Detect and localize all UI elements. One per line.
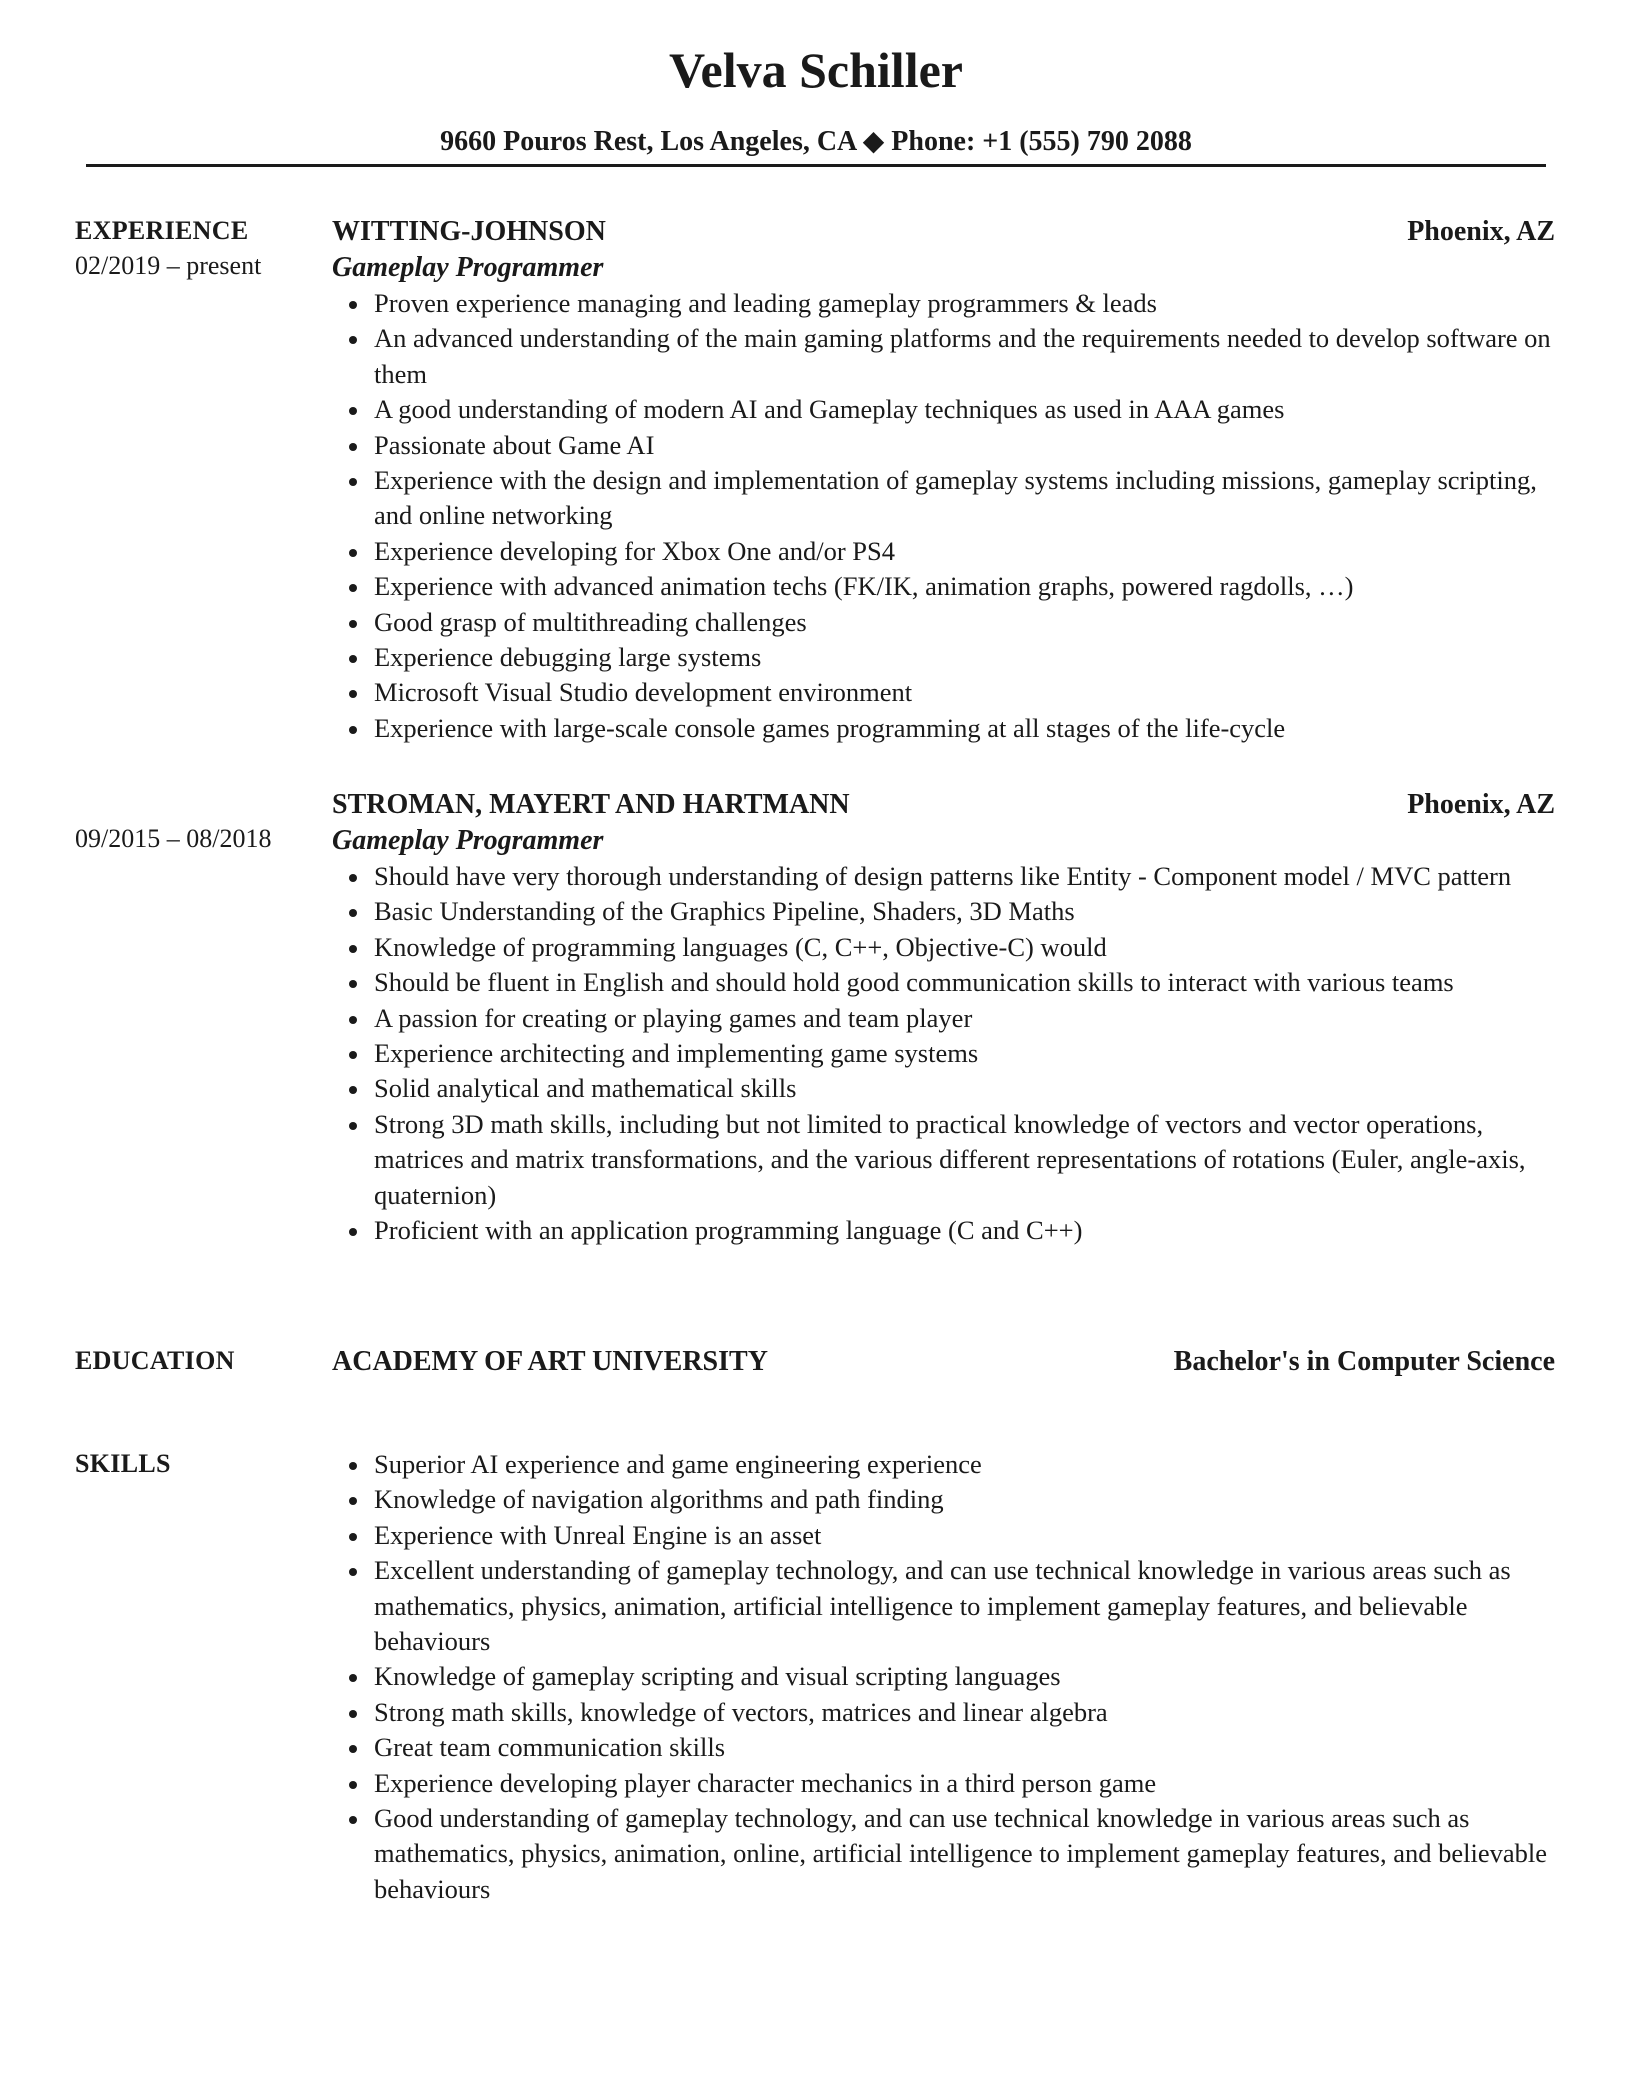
header-divider [86,164,1546,167]
candidate-name: Velva Schiller [669,42,963,98]
list-item: Experience with Unreal Engine is an asset [374,1518,1555,1553]
list-item: Superior AI experience and game engineering experience [374,1447,1555,1482]
job-title: Gameplay Programmer [332,252,604,283]
section-label-experience: EXPERIENCE [75,216,249,245]
list-item: A passion for creating or playing games and team player [374,1001,1555,1036]
list-item: Good understanding of gameplay technology, and can use technical knowledge in various areas such as mathematics, physics, animation, online, artificial intelligence to implement gameplay features, and believable behaviours [374,1801,1555,1907]
job-dates: 09/2015 – 08/2018 [75,824,272,853]
company-name: STROMAN, MAYERT AND HARTMANN [332,789,850,820]
job-entry [332,214,1555,746]
job-location: Phoenix, AZ [1407,789,1555,820]
experience-section [75,214,1555,1314]
list-item: Passionate about Game AI [374,428,1555,463]
company-name: WITTING-JOHNSON [332,216,606,247]
job-header [332,787,1555,823]
list-item: Strong math skills, knowledge of vectors, matrices and linear algebra [374,1695,1555,1730]
job-bullets [332,286,1555,746]
list-item: Proficient with an application programming language (C and C++) [374,1213,1555,1248]
education-entry [332,1344,1555,1380]
list-item: Experience developing for Xbox One and/or PS4 [374,534,1555,569]
list-item: An advanced understanding of the main gaming platforms and the requirements needed to develop software on them [374,321,1555,392]
job-entry [332,787,1555,1248]
skills-section [75,1447,1555,1927]
list-item: Experience with the design and implementation of gameplay systems including missions, gameplay scripting, and online networking [374,463,1555,534]
degree: Bachelor's in Computer Science [1173,1346,1555,1377]
list-item: Excellent understanding of gameplay technology, and can use technical knowledge in various areas such as mathematics, physics, animation, artificial intelligence to implement gameplay features, and believable behaviours [374,1553,1555,1659]
skills-list-block [332,1447,1555,1907]
job-bullets [332,859,1555,1248]
job-title: Gameplay Programmer [332,825,604,856]
list-item: Should have very thorough understanding of design patterns like Entity - Component model / MVC pattern [374,859,1555,894]
section-label-education: EDUCATION [75,1346,235,1375]
list-item: Knowledge of gameplay scripting and visual scripting languages [374,1659,1555,1694]
list-item: Should be fluent in English and should hold good communication skills to interact with various teams [374,965,1555,1000]
school-name: ACADEMY OF ART UNIVERSITY [332,1346,768,1377]
job-header [332,214,1555,250]
job-location: Phoenix, AZ [1407,216,1555,247]
list-item: Proven experience managing and leading gameplay programmers & leads [374,286,1555,321]
list-item: Knowledge of navigation algorithms and path finding [374,1482,1555,1517]
list-item: Basic Understanding of the Graphics Pipeline, Shaders, 3D Maths [374,894,1555,929]
list-item: Great team communication skills [374,1730,1555,1765]
education-header [332,1344,1555,1380]
list-item: Strong 3D math skills, including but not limited to practical knowledge of vectors and vector operations, matrices and matrix transformations, and the various different representations of rotations (Euler, angle-axis, quaternion) [374,1107,1555,1213]
list-item: A good understanding of modern AI and Gameplay techniques as used in AAA games [374,392,1555,427]
list-item: Solid analytical and mathematical skills [374,1071,1555,1106]
list-item: Good grasp of multithreading challenges [374,605,1555,640]
list-item: Experience debugging large systems [374,640,1555,675]
education-section [75,1344,1555,1384]
list-item: Experience architecting and implementing game systems [374,1036,1555,1071]
contact-line: 9660 Pouros Rest, Los Angeles, CA ◆ Phone: +1 (555) 790 2088 [440,126,1192,157]
list-item: Microsoft Visual Studio development environment [374,675,1555,710]
list-item: Experience with advanced animation techs (FK/IK, animation graphs, powered ragdolls, …) [374,569,1555,604]
list-item: Experience with large-scale console games programming at all stages of the life-cycle [374,711,1555,746]
section-label-skills: SKILLS [75,1449,171,1478]
job-dates: 02/2019 – present [75,251,262,280]
skills-bullets [332,1447,1555,1907]
list-item: Experience developing player character mechanics in a third person game [374,1766,1555,1801]
list-item: Knowledge of programming languages (C, C++, Objective-C) would [374,930,1555,965]
